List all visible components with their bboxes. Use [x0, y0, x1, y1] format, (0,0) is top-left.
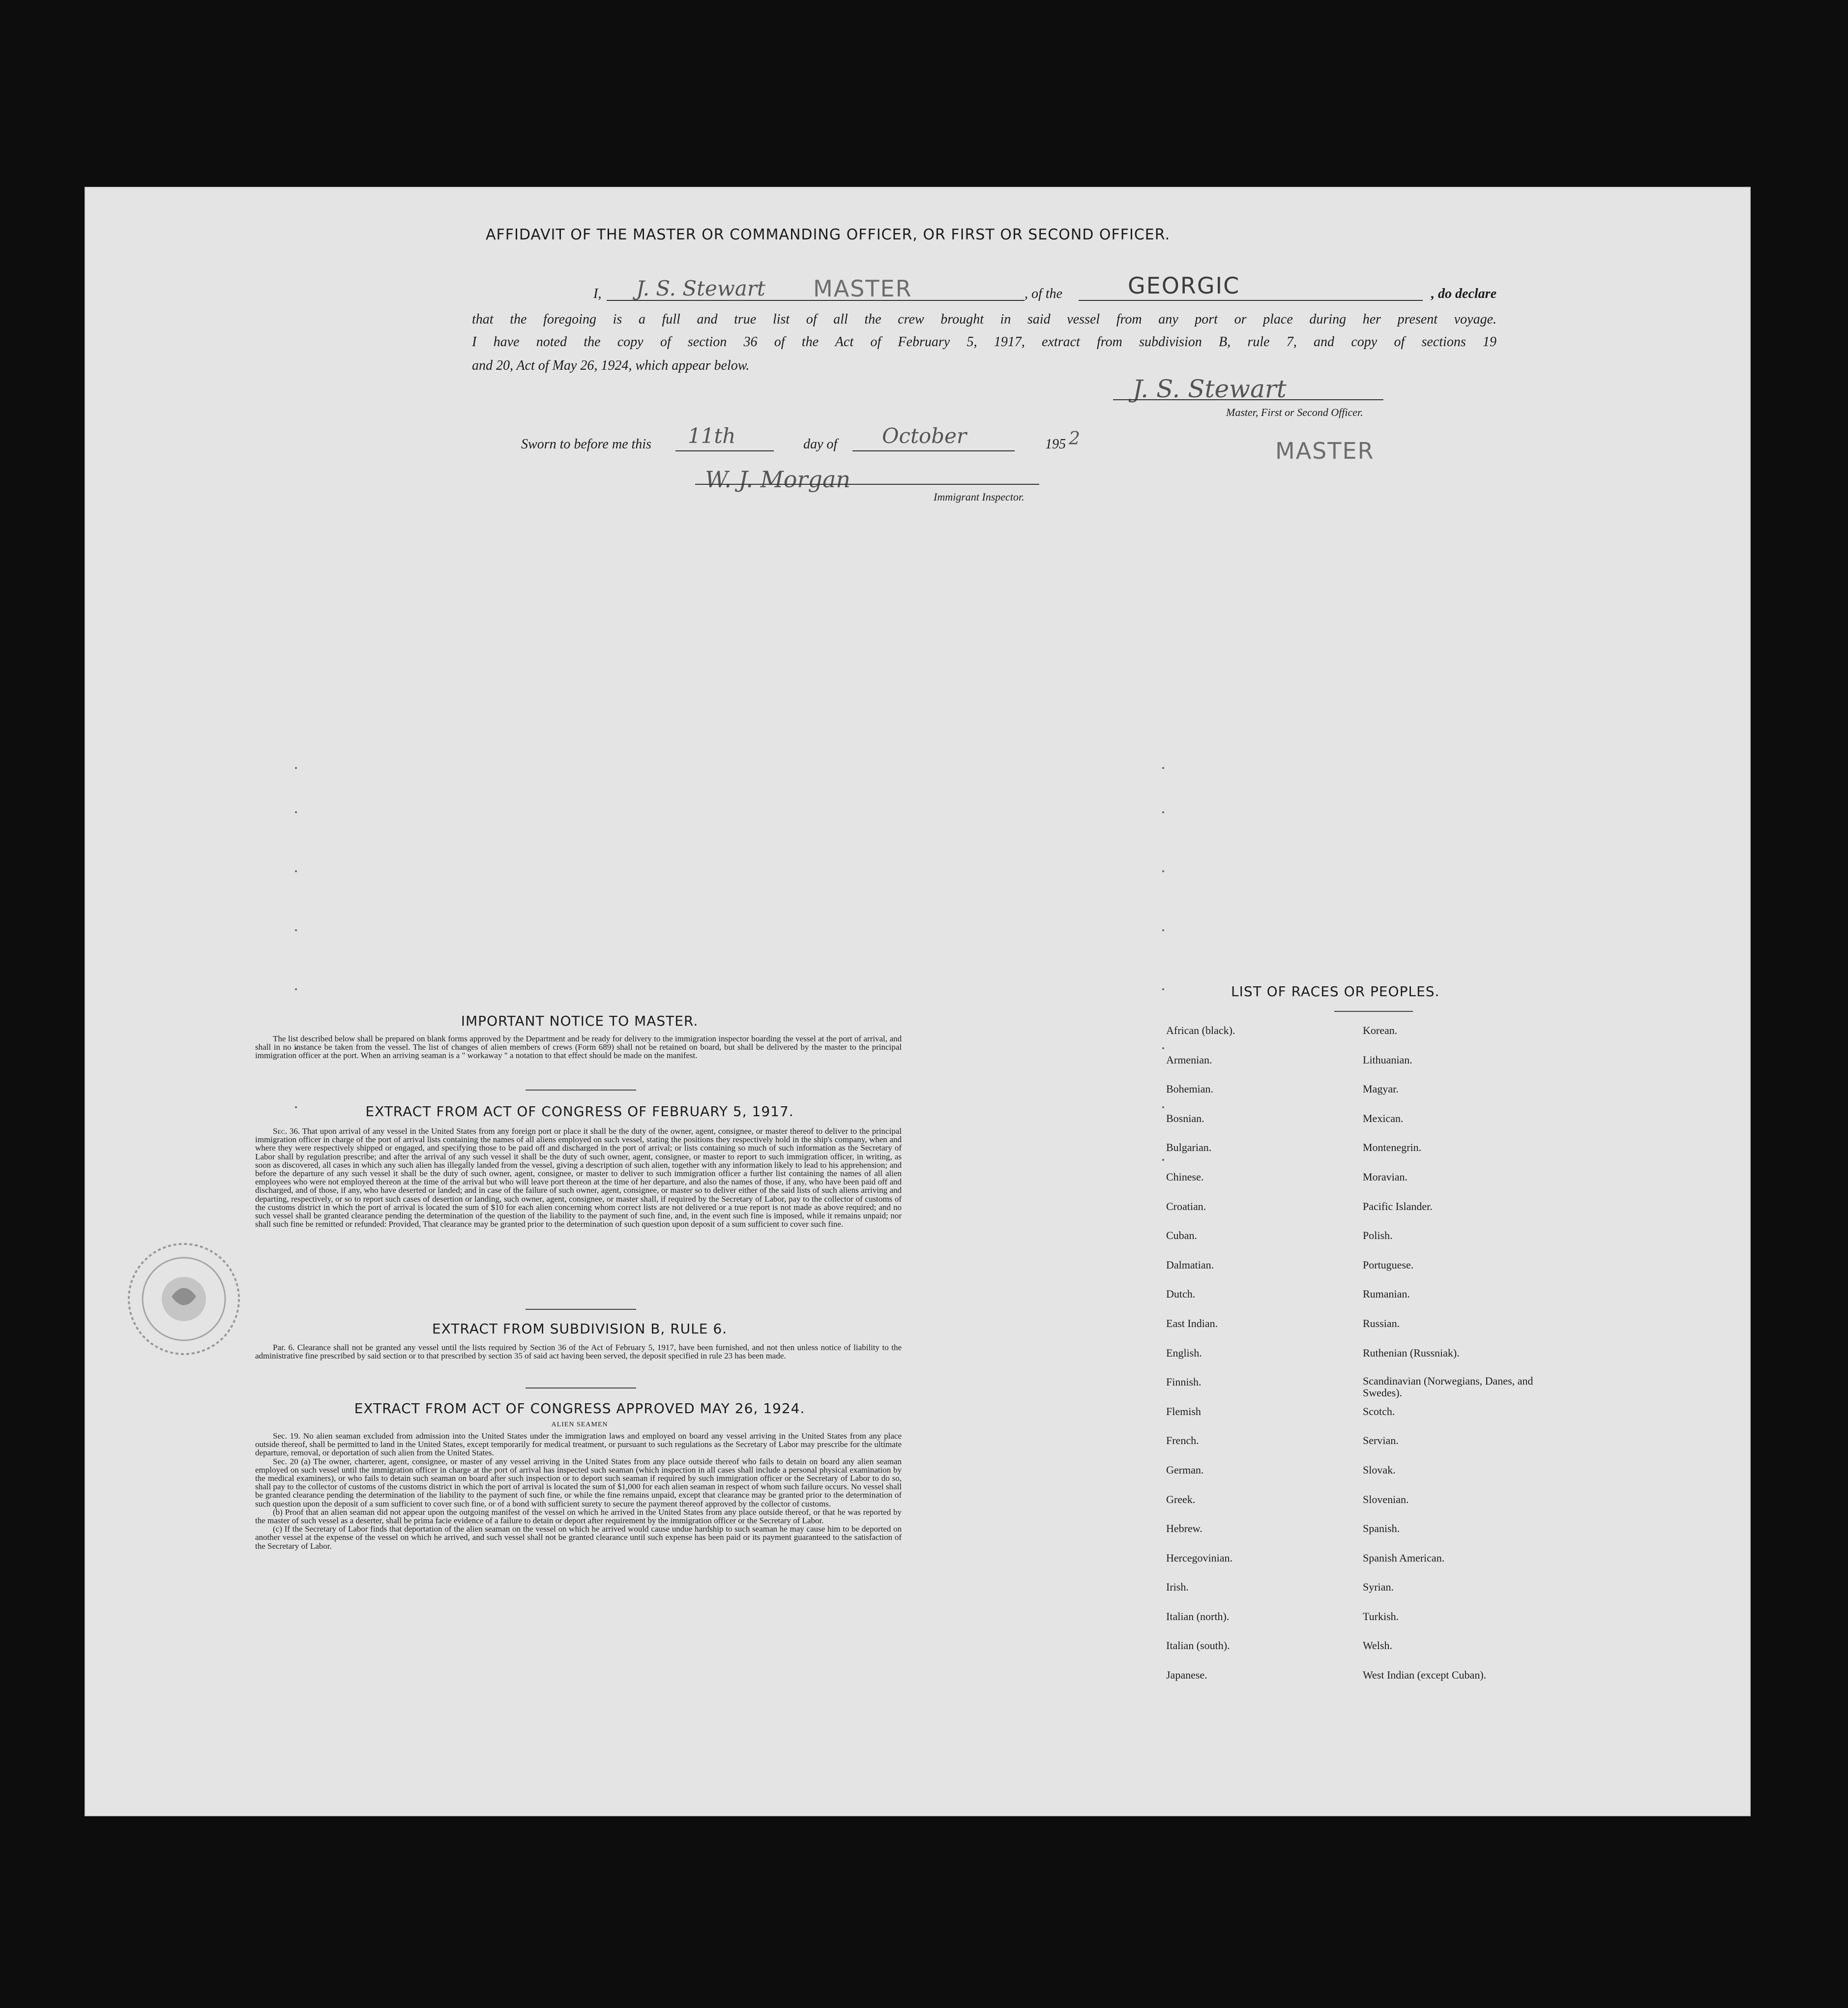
sec-36-label: Sec. 36.: [273, 1126, 300, 1136]
do-declare-label: , do declare: [1431, 286, 1496, 301]
par-6-label: Par. 6.: [273, 1343, 295, 1352]
race-item: Greek.: [1166, 1493, 1196, 1506]
column-dot: [1162, 870, 1164, 872]
notice-text: [255, 1034, 902, 1060]
year-suffix: 2: [1069, 429, 1080, 449]
sec-20c-text: (c) If the Secretary of Labor finds that deportation of the alien seaman on the vessel on which he arrived would cause undue hardship to such seaman he may cause him to be deported on another vessel at the expense of the vessel on which he arrived, and such vessel shall not be granted clearance until such expense has been paid or its payment guaranteed to the satisfaction of the Secretary of Labor.: [255, 1524, 902, 1551]
race-item: Lithuanian.: [1363, 1053, 1412, 1066]
extract-1917-heading: EXTRACT FROM ACT OF CONGRESS OF FEBRUARY 5, 1917.: [365, 1103, 794, 1120]
column-dot: [295, 811, 297, 813]
race-item: Croatian.: [1166, 1200, 1206, 1212]
day-line: [675, 450, 774, 451]
race-item: Pacific Islander.: [1363, 1200, 1433, 1212]
race-item: Irish.: [1166, 1581, 1189, 1594]
race-item: Montenegrin.: [1363, 1141, 1422, 1154]
column-dot: [295, 870, 297, 872]
column-dot: [295, 929, 297, 931]
sec-19-text: Sec. 19. No alien seaman excluded from admission into the United States under the immigration laws and employed on board any vessel arriving in the United States from any place outside thereof, shall be permitted to land in the United States, except temporarily for medical treatment, or pursuant to such regulations as the Secretary of Labor may prescribe for the ultimate departure, removal, or deportation of such alien from the United States.: [255, 1431, 902, 1458]
sworn-label: Sworn to before me this: [521, 437, 651, 452]
race-item: Italian (north).: [1166, 1610, 1230, 1623]
race-item: Cuban.: [1166, 1229, 1197, 1242]
column-dot: [1162, 1106, 1164, 1108]
race-item: German.: [1166, 1463, 1204, 1476]
races-heading: LIST OF RACES OR PEOPLES.: [1231, 983, 1440, 1000]
affidavit-i-label: I,: [593, 286, 602, 301]
extract-rule6-heading: EXTRACT FROM SUBDIVISION B, RULE 6.: [432, 1321, 728, 1337]
race-item: Bulgarian.: [1166, 1141, 1212, 1154]
race-item: Korean.: [1363, 1024, 1398, 1036]
race-item: Ruthenian (Russniak).: [1363, 1346, 1460, 1359]
race-item: Rumanian.: [1363, 1288, 1410, 1300]
race-item: Hercegovinian.: [1166, 1551, 1232, 1564]
column-dot: [1162, 929, 1164, 931]
race-item: Chinese.: [1166, 1170, 1204, 1183]
notice-heading: IMPORTANT NOTICE TO MASTER.: [461, 1013, 699, 1029]
race-item: Dalmatian.: [1166, 1258, 1214, 1271]
par-6-text: Clearance shall not be granted any vessel until the lists required by Section 36 of the Act of February 5, 1917, have been furnished, and not then unless notice of liability to the administrative fine prescribed by said section or to that prescribed by section 35 of said act having been served, the deposit specified in rule 23 has been made.: [255, 1343, 902, 1361]
race-item: Servian.: [1363, 1434, 1399, 1447]
race-item: Syrian.: [1363, 1581, 1394, 1594]
affidavit-body-line-3: and 20, Act of May 26, 1924, which appear below.: [472, 358, 750, 373]
inspector-signature-line: [695, 484, 1039, 485]
sec-20b-text: (b) Proof that an alien seaman did not appear upon the outgoing manifest of the vessel on which he arrived in the United States from any place outside thereof, or that he was reported by the master of such vessel as a deserter, shall be prima facie evidence of a failure to detain or deport after requirement by the immigration officer or the Secretary of Labor.: [255, 1507, 902, 1526]
race-item: Italian (south).: [1166, 1639, 1230, 1652]
race-item: Welsh.: [1363, 1639, 1392, 1652]
race-item: Armenian.: [1166, 1053, 1212, 1066]
column-dot: [1162, 811, 1164, 813]
race-item: Polish.: [1363, 1229, 1393, 1242]
affidavit-body-line-2: I have noted the copy of section 36 of the Act of February 5, 1917, extract from subdivision B, rule 7, and copy of sections 19: [472, 334, 1496, 350]
race-item: Bosnian.: [1166, 1112, 1204, 1124]
race-item: French.: [1166, 1434, 1199, 1447]
race-item: Mexican.: [1363, 1112, 1404, 1124]
race-item: Flemish: [1166, 1405, 1201, 1417]
race-item: East Indian.: [1166, 1317, 1218, 1329]
races-column-2: [1363, 1024, 1569, 1698]
race-item: Portuguese.: [1363, 1258, 1414, 1271]
day-value: 11th: [688, 424, 736, 448]
race-item: Dutch.: [1166, 1288, 1196, 1300]
races-divider: [1334, 1011, 1413, 1012]
race-item: Magyar.: [1363, 1083, 1399, 1095]
race-item: Turkish.: [1363, 1610, 1399, 1623]
races-column-1: [1166, 1024, 1353, 1698]
race-item: Moravian.: [1363, 1170, 1408, 1183]
race-item: Hebrew.: [1166, 1522, 1203, 1535]
master-rank-stamp: MASTER: [813, 275, 912, 302]
column-dot: [1162, 988, 1164, 990]
affidavit-heading: AFFIDAVIT OF THE MASTER OR COMMANDING OFFICER, OR FIRST OR SECOND OFFICER.: [485, 226, 1171, 243]
vessel-name-stamp: GEORGIC: [1128, 272, 1240, 299]
year-prefix: 195: [1045, 437, 1066, 452]
race-item: Russian.: [1363, 1317, 1400, 1329]
race-item: Spanish American.: [1363, 1551, 1445, 1564]
section-divider: [526, 1309, 636, 1310]
race-item: Scandinavian (Norwegians, Danes, and Swedes).: [1363, 1375, 1533, 1399]
race-item: English.: [1166, 1346, 1202, 1359]
race-item: Slovenian.: [1363, 1493, 1409, 1506]
column-dot: [1162, 1047, 1164, 1049]
notice-paragraph: The list described below shall be prepared on blank forms approved by the Department and be ready for delivery to the immigration inspector boarding the vessel at the port of arrival, and shall in no instance be taken from the vessel. The list of changes of alien members of crews (Form 689) shall not be retained on board, but shall be delivered by the master to the principal immigration officer at the port. When an arriving seaman is a " workaway " a notation to that effect should be made on the manifest.: [255, 1034, 902, 1061]
column-dot: [1162, 767, 1164, 769]
manifest-page: [85, 187, 1751, 1816]
extract-rule6-text: [255, 1343, 902, 1360]
extract-1917-text: [255, 1127, 902, 1228]
officer-caption: Master, First or Second Officer.: [1226, 406, 1363, 418]
of-the-label: , of the: [1025, 286, 1062, 301]
master-stamp: MASTER: [1275, 438, 1375, 464]
month-line: [852, 450, 1015, 451]
alien-seamen-subheading: ALIEN SEAMEN: [551, 1421, 608, 1428]
race-item: Scotch.: [1363, 1405, 1395, 1417]
column-dot: [1162, 1159, 1164, 1161]
race-item: Slovak.: [1363, 1463, 1396, 1476]
officer-signature: J. S. Stewart: [1133, 375, 1287, 403]
column-dot: [295, 767, 297, 769]
column-dot: [295, 988, 297, 990]
race-item: African (black).: [1166, 1024, 1235, 1036]
inspector-caption: Immigrant Inspector.: [934, 491, 1025, 503]
sec-36-text: That upon arrival of any vessel in the United States from any foreign port or place it shall be the duty of the owner, agent, consignee, or master thereof to deliver to the principal immigration officer in charge of the port of arrival lists containing the names of all aliens employed on such vessel, stating the positions they respectively hold in the ship's company, when and where they were respectively shipped or engaged, and specifying those to be paid off and discharged in the port of arrival; or lists containing so much of such information as the Secretary of Labor shall by regulation prescribe; and after the arrival of any such vessel it shall be the duty of such owner, agent, consignee, or master to report to such immigration officer, in writing, as soon as discovered, all cases in which any such alien has illegally landed from the vessel, giving a description of such alien, together with any information likely to lead to his apprehension; and before the departure of any such vessel it shall be the duty of such owner, agent, consignee, or master to deliver to such immigration officer a further list containing the names of all alien employees who were not employed thereon at the time of the arrival but who will leave port thereon at the time of her departure, and also the names of those, if any, who have been paid off and discharged, and of those, if any, who have deserted or landed; and in case of the failure of such owner, agent, consignee, or master so to deliver either of the said lists of such aliens arriving and departing, respectively, or so to report such cases of desertion or landing, such owner, agent, consignee, or master shall, if required by the Secretary of Labor, pay to the collector of customs of the customs district in which the port of arrival is located the sum of $10 for each alien concerning whom correct lists are not delivered or a true report is not made as above required; and no such vessel shall be granted clearance pending the determination of the question of the liability to the payment of such fine, and, in the event such fine is imposed, while it remains unpaid; nor shall such fine be remitted or refunded: Provided, That clearance may be granted prior to the determination of such question upon deposit of a sum sufficient to cover such fine.: [255, 1126, 902, 1229]
affidavit-body-line-1: that the foregoing is a full and true list of all the crew brought in said vessel from any port or place during her present voyage.: [472, 312, 1496, 327]
section-divider: [526, 1090, 636, 1091]
sec-20a-text: Sec. 20 (a) The owner, charterer, agent, consignee, or master of any vessel arriving in the United States from any place outside thereof who fails to detain on board any alien seaman employed on such vessel until the immigration officer in charge at the port of arrival has inspected such seaman (which inspection in all cases shall include a personal physical examination by the medical examiners), or who fails to detain such seaman on board after such inspection or to deport such seaman if required by such immigration officer or the Secretary of Labor to do so, shall pay to the collector of customs of the customs district in which the port of arrival is located the sum of $1,000 for each alien seaman in respect of whom such failure occurs. No vessel shall be granted clearance pending the determination of the liability to the payment of such fine, or while the fine remains unpaid, except that clearance may be granted prior to the determination of such question upon the deposit of a sum sufficient to cover such fine, or of a bond with sufficient surety to secure the payment thereof approved by the collector of customs.: [255, 1456, 902, 1508]
master-name-signature: J. S. Stewart: [636, 276, 765, 300]
month-value: October: [882, 424, 967, 448]
race-item: West Indian (except Cuban).: [1363, 1669, 1487, 1682]
extract-1924-heading: EXTRACT FROM ACT OF CONGRESS APPROVED MAY 26, 1924.: [354, 1400, 805, 1417]
extract-1924-text: [255, 1432, 902, 1550]
officer-signature-line: [1113, 399, 1383, 400]
race-item: Finnish.: [1166, 1376, 1202, 1388]
race-item: Bohemian.: [1166, 1083, 1213, 1095]
day-of-label: day of: [803, 437, 838, 452]
inspector-signature: W. J. Morgan: [705, 466, 851, 493]
race-item: Japanese.: [1166, 1669, 1207, 1682]
race-item: Spanish.: [1363, 1522, 1400, 1535]
immigration-seal-stamp: [125, 1240, 243, 1358]
